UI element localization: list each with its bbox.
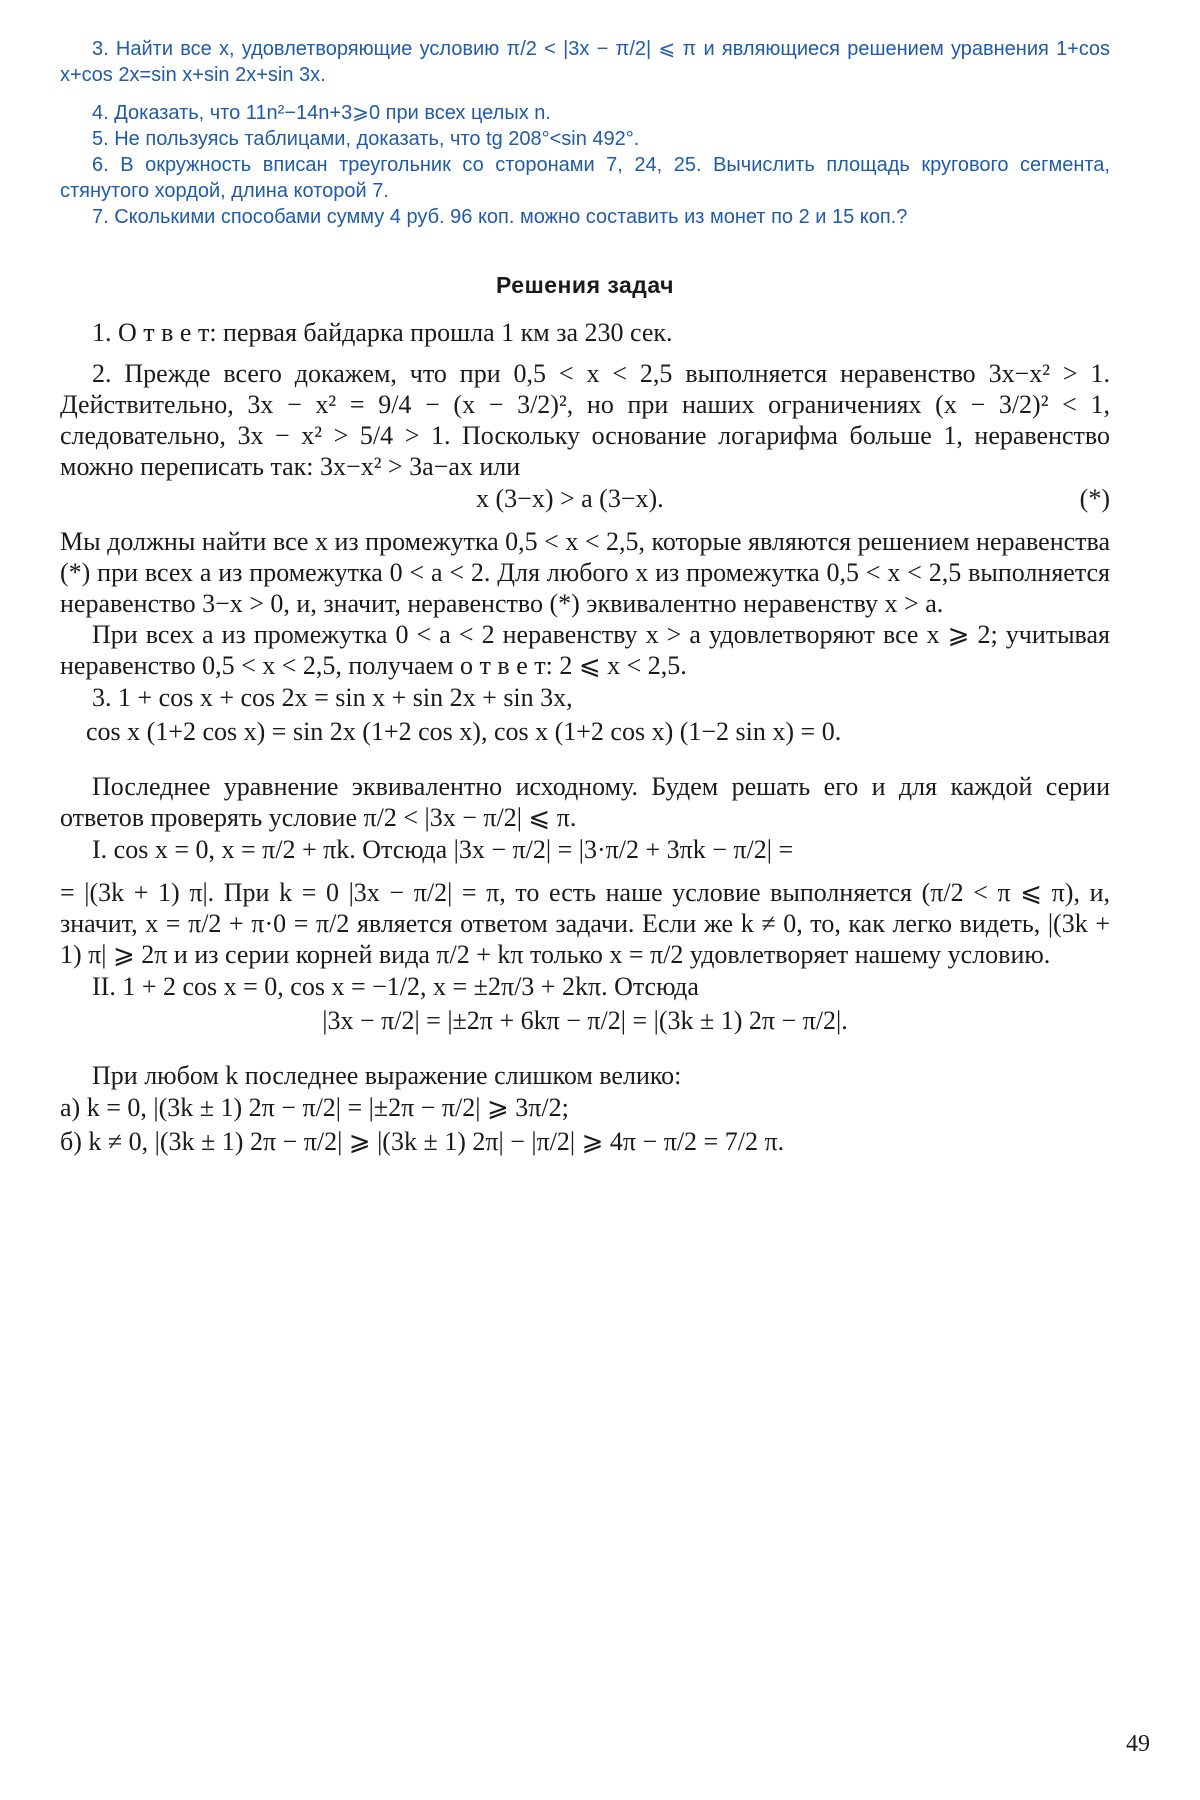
case-2-formula: |3x − π/2| = |±2π + 6kπ − π/2| = |(3k ± 1) 2π − π/2|. [322,1006,848,1035]
section-heading: Решения задач [496,272,674,298]
problem-7: 7. Сколькими способами сумму 4 руб. 96 коп. можно составить из монет по 2 и 15 коп.? [92,206,908,228]
problem-4: 4. Доказать, что 11n²−14n+3⩾0 при всех целых n. [92,102,551,124]
case-1-paragraph: = |(3k + 1) π|. При k = 0 |3x − π/2| = π, то есть наше условие выполняется (π/2 < π ⩽ π), и, значит, x = π/2 + π·0 = π/2 является ответом задачи. Если же k ≠ 0, то, как легко видеть, |(3k + 1) π| ⩾ 2π и из серии корней вида π/2 + kπ только x = π/2 удовлетворяет нашему условию. [60,878,1110,969]
solution-2-paragraph-1: 2. Прежде всего докажем, что при 0,5 < x < 2,5 выполняется неравенство 3x−x² > 1. Действительно, 3x − x² = 9/4 − (x − 3/2)², но при наших ограничениях (x − 3/2)² < 1, следовательно, 3x − x² > 5/4 > 1. Поскольку основание логарифма больше 1, неравенство можно переписать так: 3x−x² > 3a−ax или [60,359,1110,481]
solution-3-equation-1: 3. 1 + cos x + cos 2x = sin x + sin 2x + sin 3x, [92,683,573,712]
solution-3-equation-2: cos x (1+2 cos x) = sin 2x (1+2 cos x), cos x (1+2 cos x) (1−2 sin x) = 0. [86,717,842,746]
problem-3: 3. Найти все x, удовлетворяющие условию π/2 < |3x − π/2| ⩽ π и являющиеся решением уравнения 1+cos x+cos 2x=sin x+sin 2x+sin 3x. [60,38,1110,86]
equation-tag: (*) [1079,484,1110,513]
solution-1: 1. О т в е т: первая байдарка прошла 1 км за 230 сек. [92,318,673,347]
solution-2-paragraph-2: Мы должны найти все x из промежутка 0,5 < x < 2,5, которые являются решением неравенства (*) при всех a из промежутка 0 < a < 2. Для любого x из промежутка 0,5 < x < 2,5 выполняется неравенство 3−x > 0, и, значит, неравенство (*) эквивалентно неравенству x > a. [60,527,1110,618]
solution-2-paragraph-3: При всех a из промежутка 0 < a < 2 неравенству x > a удовлетворяют все x ⩾ 2; учитывая неравенство 0,5 < x < 2,5, получаем о т в е т: 2 ⩽ x < 2,5. [60,620,1110,680]
problem-6: 6. В окружность вписан треугольник со сторонами 7, 24, 25. Вычислить площадь кругового сегмента, стянутого хордой, длина которой 7. [60,154,1110,202]
solution-2-formula [60,482,1110,516]
case-1-line: I. cos x = 0, x = π/2 + πk. Отсюда |3x − π/2| = |3·π/2 + 3πk − π/2| = [92,835,794,864]
page [60,36,1110,1776]
page-number: 49 [1126,1731,1150,1757]
solution-3-paragraph-2: При любом k последнее выражение слишком велико: [92,1061,682,1090]
case-b-line: б) k ≠ 0, |(3k ± 1) 2π − π/2| ⩾ |(3k ± 1) 2π| − |π/2| ⩾ 4π − π/2 = 7/2 π. [60,1127,785,1156]
formula-text: x (3−x) > a (3−x). [476,484,664,513]
case-2-line: II. 1 + 2 cos x = 0, cos x = −1/2, x = ±2π/3 + 2kπ. Отсюда [92,972,699,1001]
case-a-line: а) k = 0, |(3k ± 1) 2π − π/2| = |±2π − π/2| ⩾ 3π/2; [60,1093,569,1122]
problem-5: 5. Не пользуясь таблицами, доказать, что tg 208°<sin 492°. [92,128,640,150]
solution-3-paragraph-1: Последнее уравнение эквивалентно исходному. Будем решать его и для каждой серии ответов проверять условие π/2 < |3x − π/2| ⩽ π. [60,772,1110,832]
